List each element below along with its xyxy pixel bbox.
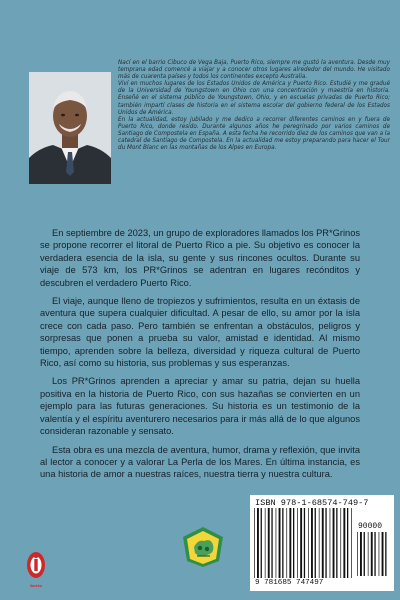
publisher-logo-icon [26,551,46,585]
barcode-bar [315,508,316,578]
barcode-bar [286,508,287,578]
price-barcode-icon [356,532,390,578]
barcode-bar [330,508,331,578]
barcode-bar [364,532,365,576]
prgrinos-emblem-icon [180,525,226,569]
barcode-bar [351,508,352,578]
barcode-bar [340,508,341,578]
barcode-bar [265,508,266,578]
barcode-bar [333,508,335,578]
synopsis-paragraph: El viaje, aunque lleno de tropiezos y sufrimientos, resulta en un éxtasis de aventura que supera cualquier dificultad. A pesar de ello, su amor por la isla crece con cada paso. Pero también se enfrentan a obstáculos, peligros y sorpresas que ponen a prueba su valor, amistad e identidad. Al mismo tiempo, aprenden sobre la belleza, diversidad y riqueza cultural de Puerto Rico, así como su historia, sus problemas y sus esperanzas. [40,296,360,369]
author-bio-paragraph: En la actualidad, estoy jubilado y me dedico a recorrer diferentes caminos en y fuera de Puerto Rico, donde resido. Durante algunos años he peregrinado por varios caminos de Santiago de Compostela en España. A esta fecha he recorrido diez de los caminos que van a la catedral de Santiago de Compostela. En la actualidad me estoy preparando para hacer el Tour du Mont Blanc en las montañas de los Alpes en Europa. [118,116,390,152]
barcode-bar [325,508,326,578]
author-bio-paragraph: Viví en muchos lugares de los Estados Unidos de América y Puerto Rico. Estudié y me gradué de la Universidad de Youngstown en Ohio con una concentración y maestría en historia. Enseñé en el sistema público de Youngstown, Ohio, y en escuelas privadas de Puerto Rico; también impartí clases de historia en el sistema escolar del gobierno federal de los Estados Unidos de América. [118,81,390,116]
barcode-icon [253,508,355,580]
barcode-bar [371,532,373,576]
price-code: 90000 [358,522,383,531]
barcode-bar [368,532,369,576]
barcode-bar [322,508,324,578]
barcode-bar [276,508,277,578]
barcode-bar [279,508,281,578]
barcode-bar [308,508,309,578]
barcode-digits: 9 781685 747497 [255,579,324,587]
isbn-label: ISBN 978-1-68574-749-7 [255,498,369,508]
barcode-bar [311,508,313,578]
barcode-bar [374,532,375,576]
book-synopsis [40,227,360,487]
barcode-bar [297,508,298,578]
barcode-bar [261,508,262,578]
barcode-bar [257,508,259,578]
barcode-bar [319,508,320,578]
author-photo [29,72,111,184]
barcode-bar [357,532,358,576]
barcode-bar [360,532,362,576]
publisher-name: ibukku [29,584,43,588]
barcode-bar [304,508,305,578]
author-bio [118,60,390,152]
synopsis-paragraph: Esta obra es una mezcla de aventura, humor, drama y reflexión, que invita al lector a conocer y a valorar La Perla de los Mares. En última instancia, es una historia de amor a nuestras raíces, nuestra tierra y nuestra cultura. [40,444,360,480]
synopsis-paragraph: En septiembre de 2023, un grupo de exploradores llamados los PR*Grinos se propone recorrer el litoral de Puerto Rico a pie. Su objetivo es conocer la verdadera esencia de la isla, su gente y sus rincones ocultos. Durante su viaje de 573 km, los PR*Grinos se adentran en lugares recónditos y descubren el verdadero Puerto Rico. [40,228,361,288]
barcode-bar [347,508,348,578]
author-bio-paragraph: Nací en el barrio Cibuco de Vega Baja, Puerto Rico, siempre me gustó la aventura. Desde muy temprana edad comencé a viajar y a conocer otros lugares alrededor del mundo. He visitado más de cuarenta países y todos los continentes excepto Australia. [118,60,390,81]
barcode-bar [289,508,291,578]
barcode-bar [382,532,384,576]
barcode-bar [271,508,272,578]
barcode-box [250,495,394,591]
barcode-bar [379,532,380,576]
barcode-bar [385,532,386,576]
barcode-bar [300,508,302,578]
barcode-bar [282,508,283,578]
barcode-bar [254,508,255,578]
synopsis-paragraph: Los PR*Grinos aprenden a apreciar y amar su patria, dejan su huella positiva en la historia de Puerto Rico, con sus hazañas se convierten en un ejemplo para las futuras generaciones. Su historia es un testimonio de la valentía y el espíritu aventurero necesarios para ir más allá de lo que algunos consideran razonable y sensato. [40,376,360,437]
barcode-bar [268,508,270,578]
barcode-bar [293,508,294,578]
barcode-bar [336,508,337,578]
barcode-bar [343,508,345,578]
